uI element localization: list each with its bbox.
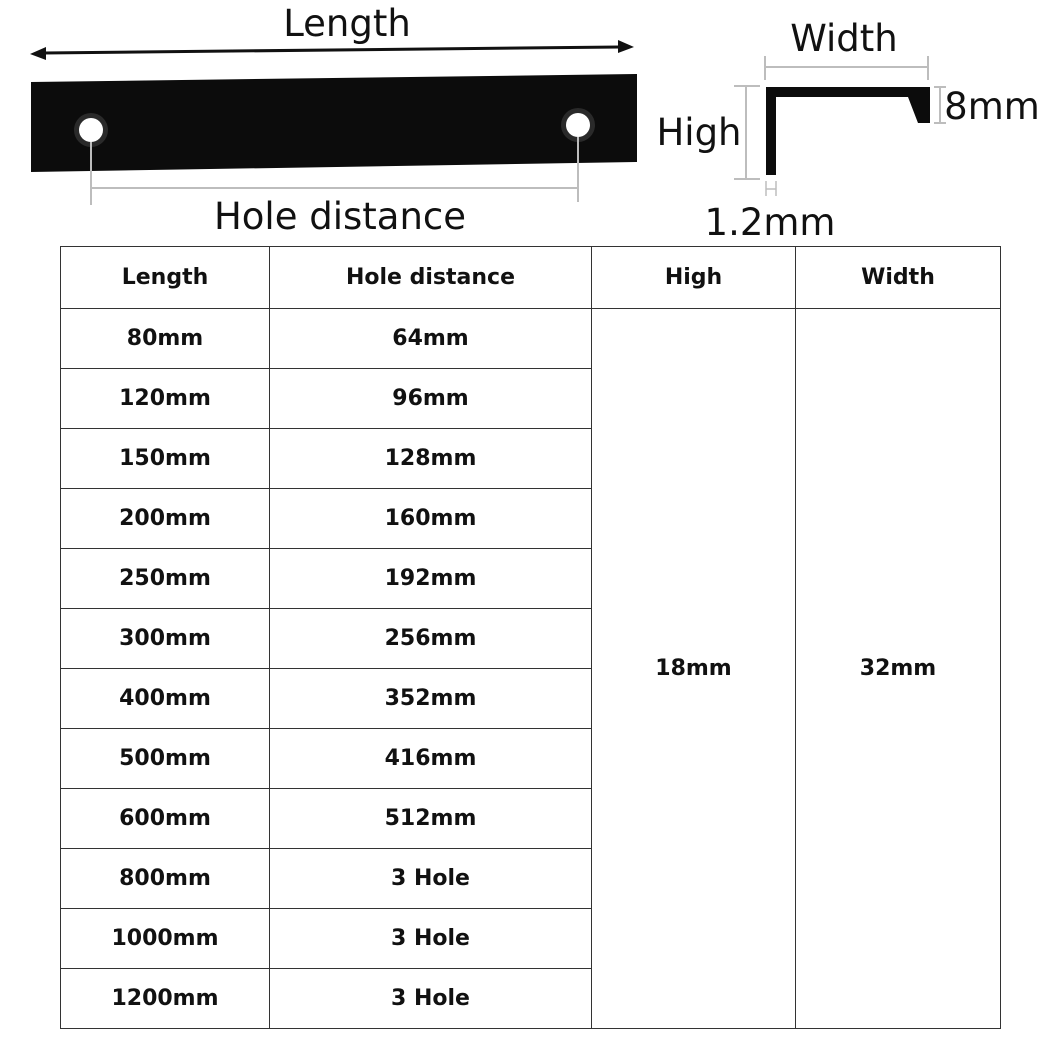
cell-hole-distance: 192mm <box>270 549 592 609</box>
header-hole-distance: Hole distance <box>270 247 592 309</box>
table-row <box>61 309 1001 369</box>
cell-hole-distance: 3 Hole <box>270 909 592 969</box>
cell-hole-distance: 416mm <box>270 729 592 789</box>
cell-hole-distance: 96mm <box>270 369 592 429</box>
cell-length: 250mm <box>61 549 270 609</box>
cell-hole-distance: 512mm <box>270 789 592 849</box>
cell-hole-distance: 64mm <box>270 309 592 369</box>
size-specification-table <box>60 246 1001 1029</box>
cell-length: 80mm <box>61 309 270 369</box>
width-label: Width <box>790 17 898 60</box>
cell-high: 18mm <box>592 309 796 1029</box>
cell-length: 150mm <box>61 429 270 489</box>
header-length: Length <box>61 247 270 309</box>
cell-hole-distance: 128mm <box>270 429 592 489</box>
cell-length: 400mm <box>61 669 270 729</box>
cell-length: 500mm <box>61 729 270 789</box>
cell-hole-distance: 3 Hole <box>270 849 592 909</box>
hole-distance-label: Hole distance <box>213 195 467 238</box>
cell-length: 1200mm <box>61 969 270 1029</box>
cell-length: 200mm <box>61 489 270 549</box>
cell-length: 800mm <box>61 849 270 909</box>
cell-width: 32mm <box>796 309 1001 1029</box>
cell-hole-distance: 256mm <box>270 609 592 669</box>
cell-hole-distance: 352mm <box>270 669 592 729</box>
cell-length: 1000mm <box>61 909 270 969</box>
thickness-dimension <box>766 181 776 196</box>
table-header-row <box>61 247 1001 309</box>
cell-length: 120mm <box>61 369 270 429</box>
thickness-label: 1.2mm <box>704 201 836 244</box>
dimension-diagram <box>0 0 1060 245</box>
cell-hole-distance: 160mm <box>270 489 592 549</box>
length-label: Length <box>283 2 411 45</box>
header-width: Width <box>796 247 1001 309</box>
lip-label: 8mm <box>944 85 1040 128</box>
handle-bar <box>31 74 637 172</box>
cell-length: 600mm <box>61 789 270 849</box>
cell-hole-distance: 3 Hole <box>270 969 592 1029</box>
header-high: High <box>592 247 796 309</box>
profile-section <box>766 87 930 175</box>
high-label: High <box>656 111 742 154</box>
table-body <box>61 309 1001 1029</box>
cell-length: 300mm <box>61 609 270 669</box>
